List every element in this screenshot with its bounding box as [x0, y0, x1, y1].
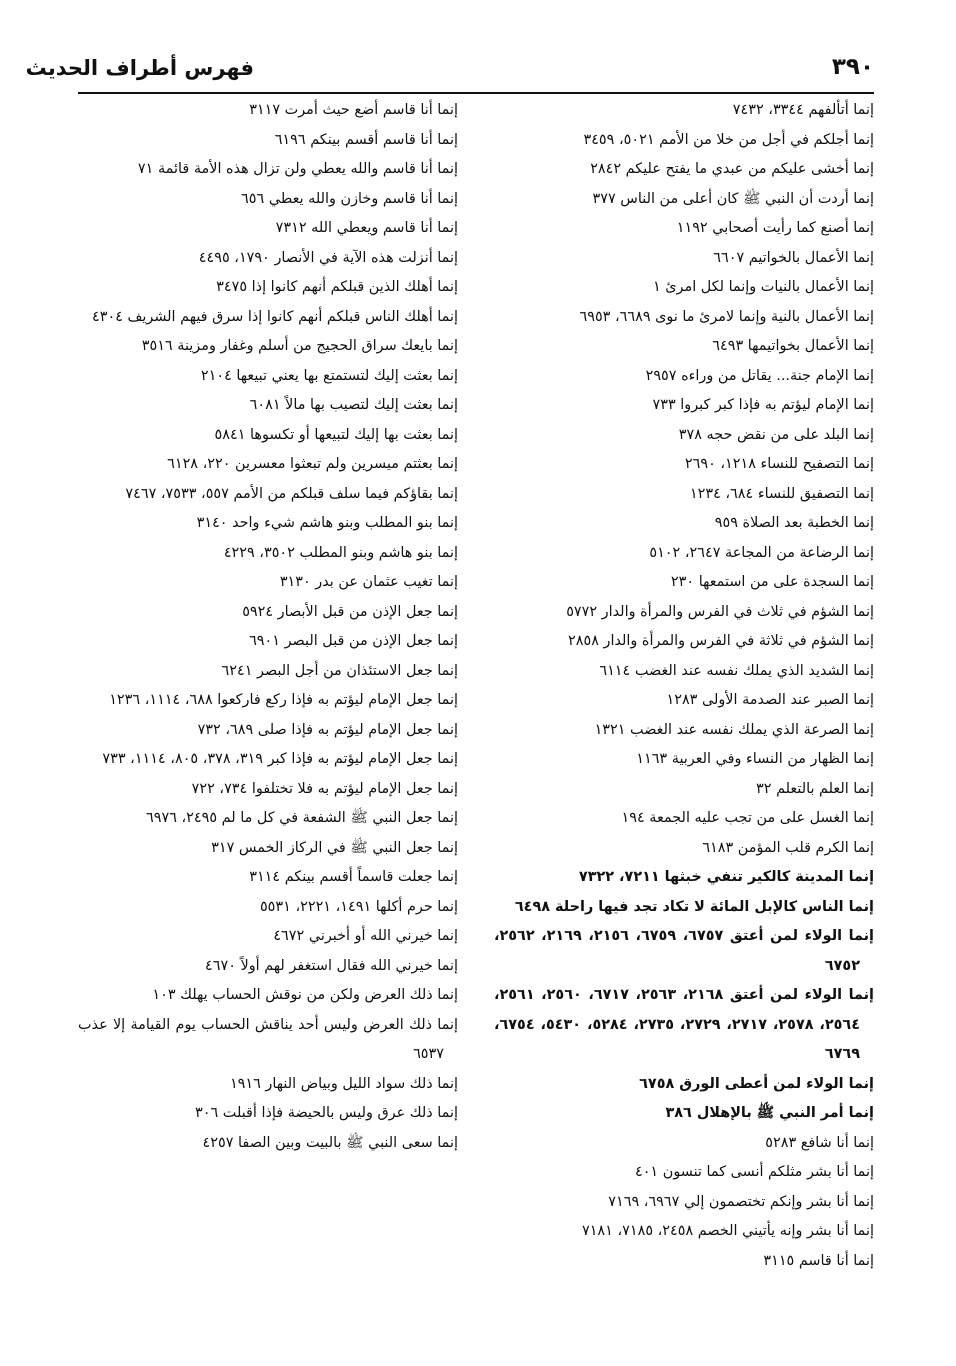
index-entry: إنما الكرم قلب المؤمن ٦١٨٣ [702, 839, 874, 856]
index-entry: إنما أنا بشر وإنكم تختصمون إلي ٦٩٦٧، ٧١٦٩ [608, 1193, 874, 1210]
index-entry: إنما بنو المطلب وبنو هاشم شيء واحد ٣١٤٠ [196, 515, 458, 531]
page-number: ٣٩٠ [831, 54, 874, 80]
index-entry: إنما التصفيح للنساء ١٢١٨، ٢٦٩٠ [684, 456, 874, 472]
index-entry: إنما خيرني الله أو أخبرني ٤٦٧٢ [273, 928, 458, 944]
index-entry: إنما الناس كالإبل المائة لا تكاد تجد فيها راحلة ٦٤٩٨ [514, 898, 874, 915]
index-entry: إنما البلد على من نقض حجه ٣٧٨ [678, 426, 874, 443]
index-entry: إنما بقاؤكم فيما سلف قبلكم من الأمم ٥٥٧، ٧٥٣٣، ٧٤٦٧ [125, 485, 458, 502]
index-entry: إنما الشؤم في ثلاث في الفرس والمرأة والدار ٥٧٧٢ [566, 603, 874, 620]
index-entry: إنما بايعك سراق الحجيج من أسلم وغفار ومزينة ٣٥١٦ [141, 338, 458, 354]
index-entry: إنما خيرني الله فقال استغفر لهم أولاً ٤٦٧٠ [205, 957, 458, 974]
index-entry: إنما الأعمال بالنيات وإنما لكل امرئ ١ [652, 279, 874, 295]
index-entry: إنما أخشى عليكم من عبدي ما يفتح عليكم ٢٨٤٢ [590, 161, 874, 177]
index-entry: إنما أنا شافع ٥٢٨٣ [765, 1134, 874, 1151]
index-entry: إنما الولاء لمن أعتق ٦٧٥٧، ٦٧٥٩، ٢١٥٦، ٢١٦٩، ٢٥٦٢، ٦٧٥٢ [494, 928, 874, 974]
index-entry: إنما أنا قاسم ويعطي الله ٧٣١٢ [275, 220, 458, 236]
index-entry: إنما أنزلت هذه الآية في الأنصار ١٧٩٠، ٤٤٩٥ [198, 249, 458, 266]
index-entry: إنما الرضاعة من المجاعة ٢٦٤٧، ٥١٠٢ [649, 544, 874, 561]
index-entry: إنما جعل الإمام ليؤتم به فلا تختلفوا ٧٣٤، ٧٢٢ [191, 780, 458, 797]
index-entry: إنما العلم بالتعلم ٣٢ [756, 780, 874, 797]
index-entry: إنما تغيب عثمان عن بدر ٣١٣٠ [279, 574, 458, 590]
index-entry: إنما الأعمال بخواتيمها ٦٤٩٣ [712, 338, 874, 354]
index-entry: إنما الأعمال بالنية وإنما لامرئ ما نوى ٦٦٨٩، ٦٩٥٣ [579, 308, 874, 325]
index-entry: إنما أنا قاسم والله يعطي ولن تزال هذه الأمة قائمة ٧١ [137, 161, 458, 177]
index-entry: إنما الغسل على من تجب عليه الجمعة ١٩٤ [621, 810, 874, 826]
index-entry: إنما الصرعة الذي يملك نفسه عند الغضب ١٣٢١ [594, 721, 874, 738]
index-entry: إنما ذلك عرق وليس بالحيضة فإذا أقبلت ٣٠٦ [195, 1105, 458, 1121]
index-entry: إنما الشديد الذي يملك نفسه عند الغضب ٦١١٤ [599, 662, 874, 679]
index-entry: إنما سعى النبي ﷺ بالبيت وبين الصفا ٤٢٥٧ [202, 1134, 458, 1151]
index-entry: إنما أجلكم في أجل من خلا من الأمم ٥٠٢١، ٣٤٥٩ [583, 131, 874, 148]
index-entry: إنما ذلك سواد الليل وبياض النهار ١٩١٦ [229, 1075, 458, 1092]
index-entry: إنما أنا قاسم ٣١١٥ [763, 1252, 874, 1269]
index-entry: إنما بعثت إليك لتصيب بها مالاً ٦٠٨١ [249, 397, 458, 413]
index-entry: إنما جعل الإمام ليؤتم به فإذا صلى ٦٨٩، ٧٣٢ [197, 721, 458, 738]
index-entry: إنما جعل الإمام ليؤتم به فإذا ركع فاركعوا ٦٨٨، ١١١٤، ١٢٣٦ [109, 692, 458, 708]
index-entry: إنما أردت أن النبي ﷺ كان أعلى من الناس ٣٧٧ [592, 190, 874, 207]
index-entry: إنما أصنع كما رأيت أصحابي ١١٩٢ [676, 220, 874, 236]
index-entry: إنما الأعمال بالخواتيم ٦٦٠٧ [713, 249, 874, 266]
index-entry: إنما الإمام جنة... يقاتل من وراءه ٢٩٥٧ [645, 367, 874, 384]
index-entry: إنما التصفيق للنساء ٦٨٤، ١٢٣٤ [689, 485, 874, 502]
page-header [25, 50, 874, 94]
index-entry: إنما الإمام ليؤتم به فإذا كبر كبروا ٧٣٣ [652, 397, 874, 413]
index-entry: إنما جعل النبي ﷺ الشفعة في كل ما لم ٢٤٩٥، ٦٩٧٦ [146, 810, 458, 826]
index-entry: إنما الخطبة بعد الصلاة ٩٥٩ [714, 515, 874, 531]
index-entry: إنما الولاء لمن أعتق ٢١٦٨، ٢٥٦٣، ٦٧١٧، ٢٥٦٠، ٢٥٦١، ٢٥٦٤، ٢٥٧٨، ٢٧١٧، ٢٧٢٩، ٢٧٣٥، ٥٢٨٤، ٥٤٣٠، ٦٧٥٤، ٦٧٦٩ [494, 987, 874, 1062]
index-column-left [78, 96, 458, 1158]
page-title: فهرس أطراف الحديث [25, 56, 254, 80]
index-entry: إنما بنو هاشم وبنو المطلب ٣٥٠٢، ٤٢٢٩ [223, 544, 458, 561]
index-entry: إنما جعل الإمام ليؤتم به فإذا كبر ٣١٩، ٣٧٨، ٨٠٥، ١١١٤، ٧٣٣ [102, 751, 458, 767]
index-entry: إنما المدينة كالكير تنفي خبثها ٧٢١١، ٧٣٢٢ [578, 869, 874, 885]
index-entry: إنما جعل الإذن من قبل الأبصار ٥٩٢٤ [242, 603, 458, 620]
index-entry: إنما جعلت قاسماً أقسم بينكم ٣١١٤ [249, 869, 458, 885]
index-entry: إنما حرم أكلها ١٤٩١، ٢٢٢١، ٥٥٣١ [259, 898, 458, 915]
index-entry: إنما ذلك العرض وليس أحد يناقش الحساب يوم القيامة إلا عذب ٦٥٣٧ [78, 1016, 458, 1062]
index-entry: إنما جعل النبي ﷺ في الركاز الخمس ٣١٧ [211, 839, 458, 856]
index-entry: إنما ذلك العرض ولكن من نوقش الحساب يهلك ١٠٣ [152, 987, 458, 1003]
index-entry: إنما أهلك الناس قبلكم أنهم كانوا إذا سرق فيهم الشريف ٤٣٠٤ [92, 308, 458, 325]
index-entry: إنما أنا قاسم أقسم بينكم ٦١٩٦ [274, 131, 458, 148]
index-entry: إنما الشؤم في ثلاثة في الفرس والمرأة والدار ٢٨٥٨ [568, 633, 874, 649]
index-entry: إنما أنا قاسم وخازن والله يعطي ٦٥٦ [241, 190, 458, 207]
index-entry: إنما أمر النبي ﷺ بالإهلال ٣٨٦ [665, 1105, 874, 1121]
index-entry: إنما الظهار من النساء وفي العربية ١١٦٣ [636, 751, 874, 767]
index-entry: إنما الولاء لمن أعطى الورق ٦٧٥٨ [639, 1075, 874, 1092]
index-column-right [494, 96, 874, 1276]
index-entry: إنما السجدة على من استمعها ٢٣٠ [670, 574, 874, 590]
index-entry: إنما أتألفهم ٣٣٤٤، ٧٤٣٢ [732, 102, 874, 118]
index-entry: إنما أنا قاسم أضع حيث أمرت ٣١١٧ [249, 102, 458, 118]
index-entry: إنما أنا بشر مثلكم أنسى كما تنسون ٤٠١ [634, 1164, 874, 1180]
index-entry: إنما بعثتم ميسرين ولم تبعثوا معسرين ٢٢٠، ٦١٢٨ [167, 456, 458, 472]
index-entry: إنما بعثت إليك لتستمتع بها يعني تبيعها ٢١٠٤ [200, 367, 458, 384]
index-entry: إنما جعل الإذن من قبل البصر ٦٩٠١ [249, 633, 458, 649]
index-entry: إنما بعثت بها إليك لتبيعها أو تكسوها ٥٨٤١ [214, 426, 458, 443]
index-entry: إنما جعل الاستئذان من أجل البصر ٦٢٤١ [221, 662, 458, 679]
index-entry: إنما أهلك الذين قبلكم أنهم كانوا إذا ٣٤٧٥ [216, 279, 458, 295]
index-entry: إنما الصبر عند الصدمة الأولى ١٢٨٣ [666, 692, 874, 708]
index-entry: إنما أنا بشر وإنه يأتيني الخصم ٢٤٥٨، ٧١٨٥، ٧١٨١ [581, 1223, 874, 1239]
